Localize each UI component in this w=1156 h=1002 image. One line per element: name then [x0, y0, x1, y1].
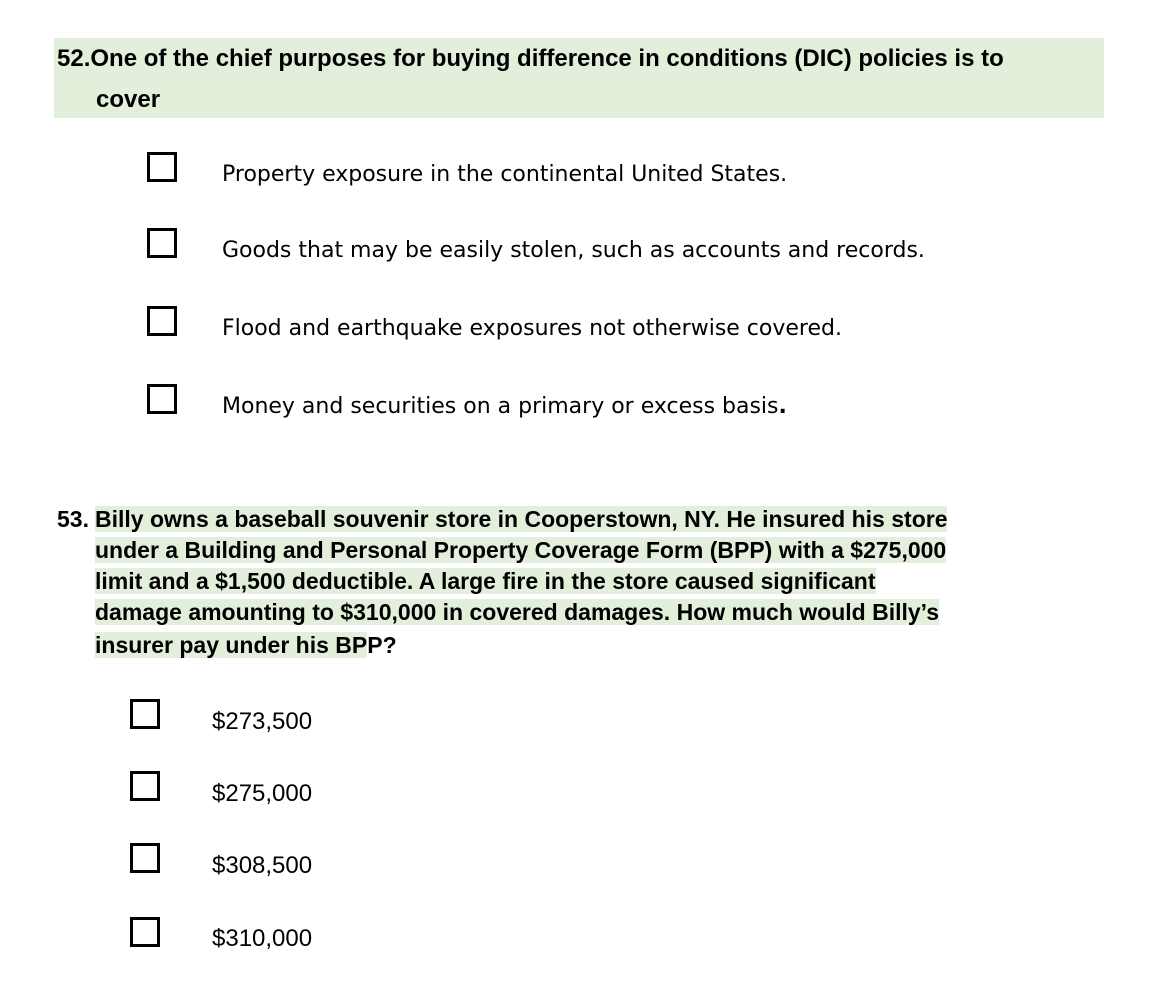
question-53-line-4-text: damage amounting to $310,000 in covered damages. How much would Billy’s	[95, 599, 939, 625]
q52-option-d-period: .	[778, 394, 787, 419]
q53-option-c-checkbox[interactable]	[130, 843, 160, 873]
question-53-line-5-text: insurer pay under his BP	[95, 632, 368, 658]
question-53-text-line-3	[95, 567, 876, 596]
question-53-number: 53.	[57, 506, 89, 532]
q52-option-a-label: Property exposure in the continental United States.	[222, 162, 788, 187]
question-52-text-line-2: cover	[96, 86, 161, 113]
q53-option-b-label: $275,000	[212, 780, 313, 807]
q52-option-d-checkbox[interactable]	[147, 384, 177, 414]
question-53-line-5-tail: P?	[367, 632, 397, 658]
q53-option-a-checkbox[interactable]	[130, 699, 160, 729]
q52-option-c-label: Flood and earthquake exposures not otherwise covered.	[222, 316, 842, 341]
q52-option-b-label: Goods that may be easily stolen, such as accounts and records.	[222, 238, 925, 263]
question-53-text-line-1	[95, 505, 947, 534]
q53-option-d-checkbox[interactable]	[130, 917, 160, 947]
q52-option-a-checkbox[interactable]	[147, 152, 177, 182]
q52-option-d-label	[222, 394, 787, 419]
question-53-line-1-text: Billy owns a baseball souvenir store in Cooperstown, NY. He insured his store	[95, 506, 948, 532]
question-53-line-2-text: under a Building and Personal Property Coverage Form (BPP) with a $275,000	[95, 537, 947, 563]
q52-option-d-text: Money and securities on a primary or excess basis	[222, 394, 779, 419]
question-53-text-line-5	[95, 631, 397, 660]
q52-option-c-checkbox[interactable]	[147, 306, 177, 336]
question-53-text-line-4	[95, 598, 939, 627]
question-53-text-line-2	[95, 536, 946, 565]
q53-option-c-label: $308,500	[212, 852, 313, 879]
question-53-line-3-text: limit and a $1,500 deductible. A large fire in the store caused significant	[95, 568, 876, 594]
question-52-text-line-1: 52.One of the chief purposes for buying difference in conditions (DIC) policies is to	[57, 45, 1004, 72]
q52-option-b-checkbox[interactable]	[147, 228, 177, 258]
q53-option-d-label: $310,000	[212, 925, 313, 952]
q53-option-b-checkbox[interactable]	[130, 771, 160, 801]
q53-option-a-label: $273,500	[212, 708, 313, 735]
